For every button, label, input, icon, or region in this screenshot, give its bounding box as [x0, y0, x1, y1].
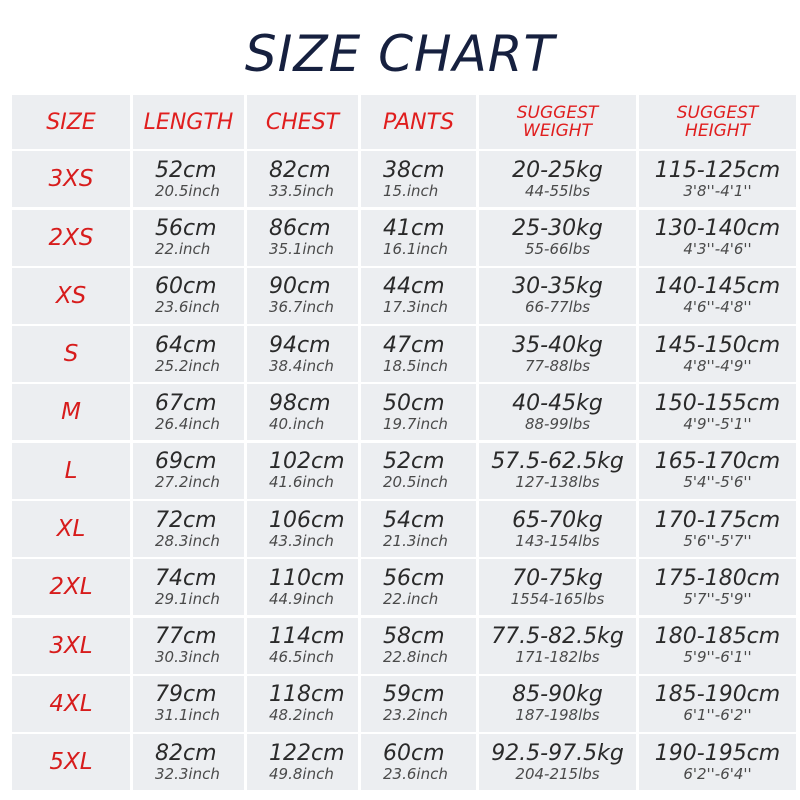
chest-value: 90cm — [269, 274, 331, 300]
weight-imperial-value: 66-77lbs — [524, 298, 591, 317]
pants-cell — [361, 676, 476, 732]
length-imperial-value: 31.1inch — [155, 706, 220, 725]
pants-cell — [361, 618, 476, 674]
weight-imperial-value: 204-215lbs — [515, 764, 600, 783]
height-cell — [639, 618, 796, 674]
page-title: SIZE CHART — [244, 25, 556, 83]
header-pants: PANTS — [361, 95, 476, 149]
height-imperial-value: 6'1''-6'2'' — [683, 706, 752, 725]
weight-imperial-value: 171-182lbs — [515, 648, 600, 667]
pants-cell — [361, 151, 476, 207]
weight-imperial-value: 88-99lbs — [524, 414, 591, 433]
chest-cell — [247, 676, 358, 732]
height-cell — [639, 559, 796, 615]
size-label: 3XS — [12, 151, 130, 207]
weight-cell — [479, 501, 636, 557]
pants-cell — [361, 210, 476, 266]
height-value: 180-185cm — [654, 624, 781, 650]
height-value: 115-125cm — [654, 157, 781, 183]
pants-value: 50cm — [383, 390, 445, 416]
height-value: 170-175cm — [654, 507, 781, 533]
height-imperial-value: 5'7''-5'9'' — [683, 589, 752, 608]
pants-value: 58cm — [383, 624, 445, 650]
pants-value: 47cm — [383, 332, 445, 358]
header-chest: CHEST — [247, 95, 358, 149]
pants-imperial-value: 18.5inch — [383, 356, 448, 375]
weight-cell — [479, 151, 636, 207]
height-value: 140-145cm — [654, 274, 781, 300]
height-cell — [639, 384, 796, 440]
length-imperial-value: 32.3inch — [155, 764, 220, 783]
chest-imperial-value: 40.inch — [269, 414, 325, 433]
chest-imperial-value: 36.7inch — [269, 298, 334, 317]
weight-cell — [479, 384, 636, 440]
chest-value: 118cm — [269, 682, 345, 708]
pants-value: 56cm — [383, 565, 445, 591]
weight-value: 92.5-97.5kg — [491, 740, 624, 766]
height-value: 175-180cm — [654, 565, 781, 591]
header-suggest-height — [639, 95, 796, 149]
height-imperial-value: 5'9''-6'1'' — [683, 648, 752, 667]
length-imperial-value: 20.5inch — [155, 181, 220, 200]
pants-value: 54cm — [383, 507, 445, 533]
weight-value: 77.5-82.5kg — [491, 624, 624, 650]
size-table — [12, 95, 790, 790]
weight-value: 65-70kg — [512, 507, 603, 533]
pants-cell — [361, 559, 476, 615]
length-imperial-value: 26.4inch — [155, 414, 220, 433]
chest-cell — [247, 268, 358, 324]
length-imperial-value: 22.inch — [155, 240, 211, 259]
height-imperial-value: 5'4''-5'6'' — [683, 473, 752, 492]
pants-imperial-value: 19.7inch — [383, 414, 448, 433]
height-cell — [639, 210, 796, 266]
header-weight-line2: WEIGHT — [523, 121, 592, 141]
pants-imperial-value: 22.inch — [383, 589, 439, 608]
header-size: SIZE — [12, 95, 130, 149]
size-label: XS — [12, 268, 130, 324]
pants-value: 38cm — [383, 157, 445, 183]
length-cell — [133, 326, 244, 382]
chest-cell — [247, 384, 358, 440]
weight-imperial-value: 143-154lbs — [515, 531, 600, 550]
height-imperial-value: 4'8''-4'9'' — [683, 356, 752, 375]
size-label: 5XL — [12, 734, 130, 790]
header-suggest-weight — [479, 95, 636, 149]
pants-cell — [361, 326, 476, 382]
chest-cell — [247, 443, 358, 499]
height-imperial-value: 5'6''-5'7'' — [683, 531, 752, 550]
length-value: 67cm — [155, 390, 217, 416]
length-cell — [133, 268, 244, 324]
height-imperial-value: 6'2''-6'4'' — [683, 764, 752, 783]
pants-imperial-value: 16.1inch — [383, 240, 448, 259]
weight-imperial-value: 187-198lbs — [515, 706, 600, 725]
pants-value: 41cm — [383, 216, 445, 242]
weight-value: 20-25kg — [512, 157, 603, 183]
weight-cell — [479, 618, 636, 674]
chest-value: 98cm — [269, 390, 331, 416]
height-value: 130-140cm — [654, 216, 781, 242]
weight-cell — [479, 734, 636, 790]
pants-value: 52cm — [383, 449, 445, 475]
chest-value: 86cm — [269, 216, 331, 242]
weight-value: 35-40kg — [512, 332, 603, 358]
pants-cell — [361, 443, 476, 499]
length-imperial-value: 27.2inch — [155, 473, 220, 492]
length-cell — [133, 501, 244, 557]
length-cell — [133, 618, 244, 674]
chest-value: 102cm — [269, 449, 345, 475]
chest-value: 106cm — [269, 507, 345, 533]
length-value: 72cm — [155, 507, 217, 533]
header-weight-line1: SUGGEST — [516, 103, 599, 123]
height-imperial-value: 4'3''-4'6'' — [683, 240, 752, 259]
chest-cell — [247, 559, 358, 615]
length-cell — [133, 443, 244, 499]
chest-imperial-value: 46.5inch — [269, 648, 334, 667]
pants-imperial-value: 23.6inch — [383, 764, 448, 783]
length-value: 82cm — [155, 740, 217, 766]
weight-imperial-value: 127-138lbs — [515, 473, 600, 492]
chest-cell — [247, 326, 358, 382]
chest-cell — [247, 151, 358, 207]
chest-imperial-value: 49.8inch — [269, 764, 334, 783]
pants-imperial-value: 21.3inch — [383, 531, 448, 550]
length-cell — [133, 210, 244, 266]
weight-cell — [479, 268, 636, 324]
height-value: 145-150cm — [654, 332, 781, 358]
pants-imperial-value: 17.3inch — [383, 298, 448, 317]
weight-imperial-value: 44-55lbs — [524, 181, 591, 200]
chest-value: 82cm — [269, 157, 331, 183]
weight-imperial-value: 1554-165lbs — [510, 589, 605, 608]
pants-value: 59cm — [383, 682, 445, 708]
weight-value: 40-45kg — [512, 390, 603, 416]
chest-imperial-value: 35.1inch — [269, 240, 334, 259]
weight-cell — [479, 326, 636, 382]
chest-cell — [247, 210, 358, 266]
weight-cell — [479, 443, 636, 499]
header-height-line2: HEIGHT — [685, 121, 750, 141]
weight-imperial-value: 77-88lbs — [524, 356, 591, 375]
size-label: 3XL — [12, 618, 130, 674]
length-value: 60cm — [155, 274, 217, 300]
chest-imperial-value: 41.6inch — [269, 473, 334, 492]
height-cell — [639, 734, 796, 790]
length-cell — [133, 734, 244, 790]
height-cell — [639, 443, 796, 499]
weight-value: 57.5-62.5kg — [491, 449, 624, 475]
length-value: 79cm — [155, 682, 217, 708]
length-cell — [133, 384, 244, 440]
height-cell — [639, 676, 796, 732]
height-imperial-value: 4'9''-5'1'' — [683, 414, 752, 433]
length-value: 69cm — [155, 449, 217, 475]
chest-value: 94cm — [269, 332, 331, 358]
length-imperial-value: 30.3inch — [155, 648, 220, 667]
height-imperial-value: 4'6''-4'8'' — [683, 298, 752, 317]
chest-imperial-value: 43.3inch — [269, 531, 334, 550]
chest-value: 110cm — [269, 565, 345, 591]
length-imperial-value: 28.3inch — [155, 531, 220, 550]
size-label: M — [12, 384, 130, 440]
size-label: XL — [12, 501, 130, 557]
weight-value: 85-90kg — [512, 682, 603, 708]
length-imperial-value: 23.6inch — [155, 298, 220, 317]
length-value: 74cm — [155, 565, 217, 591]
height-cell — [639, 326, 796, 382]
length-cell — [133, 559, 244, 615]
chest-imperial-value: 48.2inch — [269, 706, 334, 725]
pants-imperial-value: 20.5inch — [383, 473, 448, 492]
chest-imperial-value: 33.5inch — [269, 181, 334, 200]
chest-value: 114cm — [269, 624, 345, 650]
size-label: 2XS — [12, 210, 130, 266]
pants-cell — [361, 268, 476, 324]
chest-cell — [247, 618, 358, 674]
size-label: 2XL — [12, 559, 130, 615]
length-value: 56cm — [155, 216, 217, 242]
weight-value: 25-30kg — [512, 216, 603, 242]
weight-imperial-value: 55-66lbs — [524, 240, 591, 259]
weight-cell — [479, 559, 636, 615]
chest-imperial-value: 44.9inch — [269, 589, 334, 608]
weight-cell — [479, 676, 636, 732]
pants-cell — [361, 734, 476, 790]
header-length: LENGTH — [133, 95, 244, 149]
length-imperial-value: 29.1inch — [155, 589, 220, 608]
chest-imperial-value: 38.4inch — [269, 356, 334, 375]
length-imperial-value: 25.2inch — [155, 356, 220, 375]
pants-value: 44cm — [383, 274, 445, 300]
chest-cell — [247, 734, 358, 790]
header-height-line1: SUGGEST — [676, 103, 759, 123]
height-value: 185-190cm — [654, 682, 781, 708]
length-value: 52cm — [155, 157, 217, 183]
size-label: S — [12, 326, 130, 382]
chest-value: 122cm — [269, 740, 345, 766]
height-imperial-value: 3'8''-4'1'' — [683, 181, 752, 200]
pants-cell — [361, 501, 476, 557]
height-cell — [639, 151, 796, 207]
pants-imperial-value: 15.inch — [383, 181, 439, 200]
height-value: 190-195cm — [654, 740, 781, 766]
pants-imperial-value: 23.2inch — [383, 706, 448, 725]
weight-value: 70-75kg — [512, 565, 603, 591]
weight-value: 30-35kg — [512, 274, 603, 300]
length-cell — [133, 676, 244, 732]
size-label: L — [12, 443, 130, 499]
length-value: 77cm — [155, 624, 217, 650]
pants-cell — [361, 384, 476, 440]
size-label: 4XL — [12, 676, 130, 732]
weight-cell — [479, 210, 636, 266]
height-value: 165-170cm — [654, 449, 781, 475]
length-cell — [133, 151, 244, 207]
pants-imperial-value: 22.8inch — [383, 648, 448, 667]
height-cell — [639, 501, 796, 557]
chest-cell — [247, 501, 358, 557]
length-value: 64cm — [155, 332, 217, 358]
pants-value: 60cm — [383, 740, 445, 766]
height-value: 150-155cm — [654, 390, 781, 416]
height-cell — [639, 268, 796, 324]
